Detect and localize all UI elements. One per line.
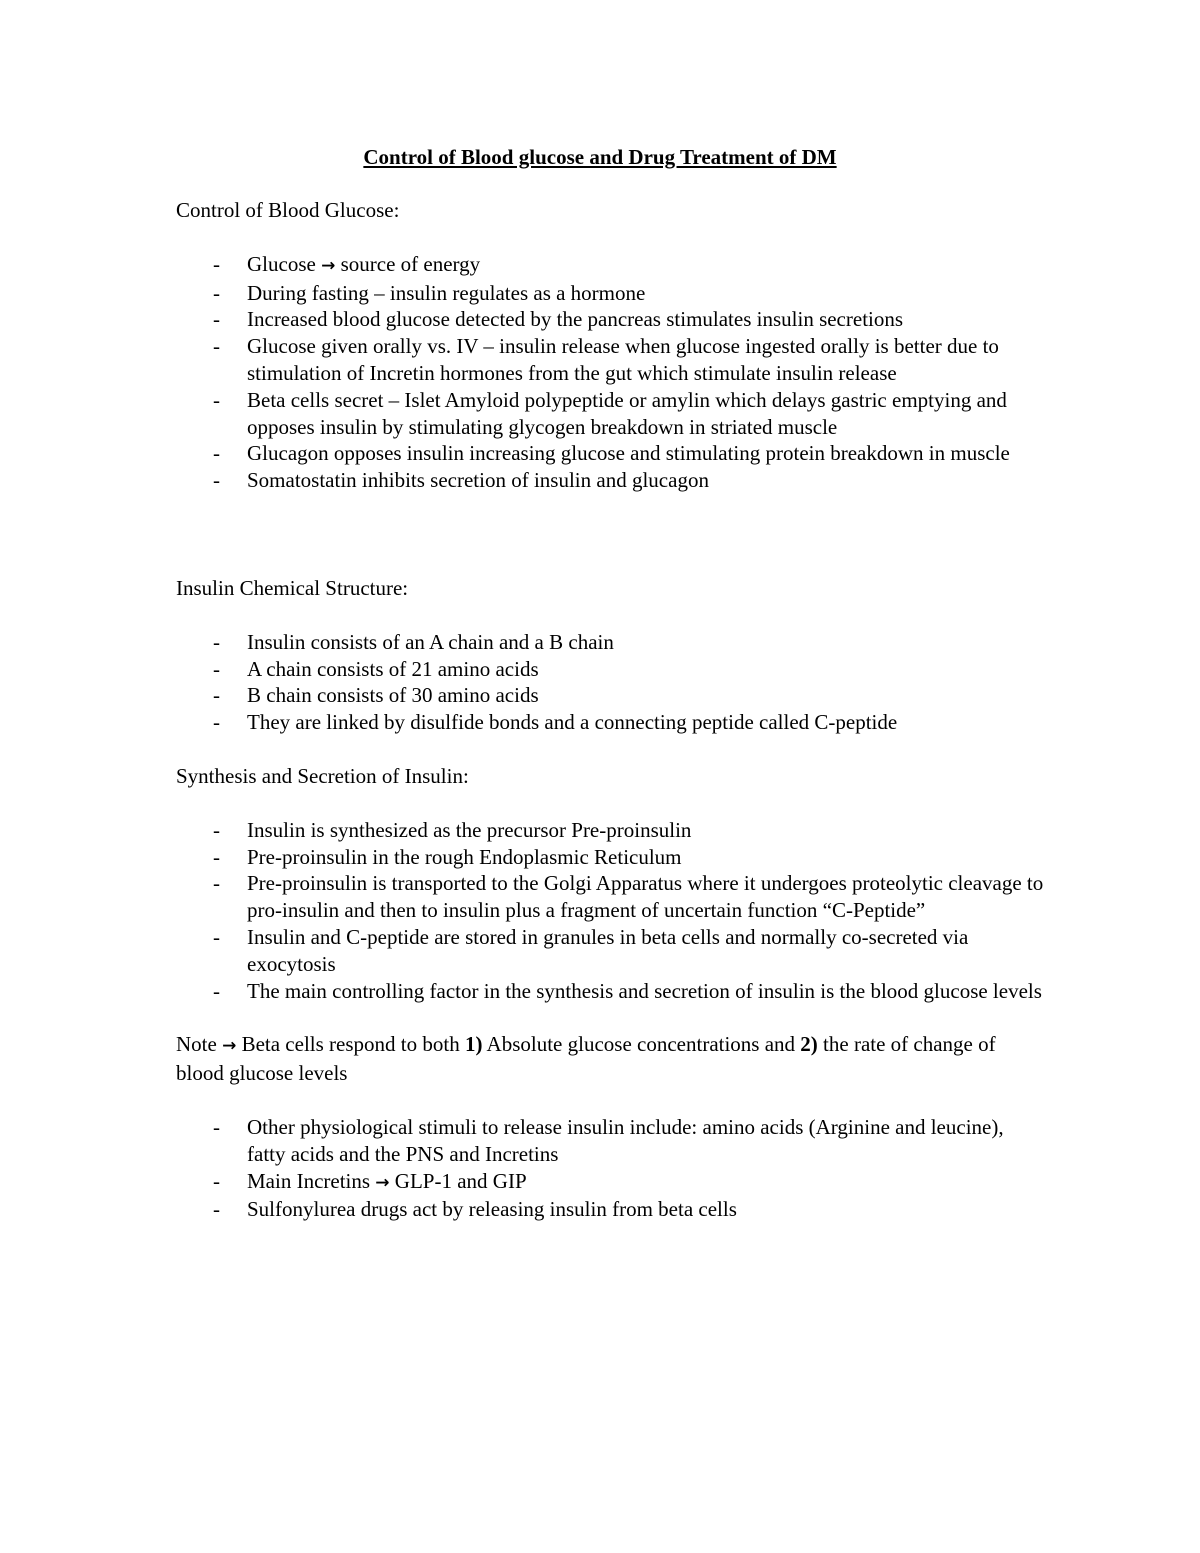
right-arrow-icon: → (375, 1172, 390, 1193)
bullet-dash: - (213, 817, 220, 842)
item-text: Insulin and C-peptide are stored in granules in beta cells and normally co-secreted via exocytosis (247, 924, 969, 976)
note-text: Absolute glucose concentrations and (486, 1032, 796, 1057)
bullet-dash: - (213, 924, 220, 949)
item-text: Insulin consists of an A chain and a B chain (247, 629, 614, 654)
list-item (176, 924, 1046, 978)
list-item (176, 709, 1046, 736)
bullet-dash: - (213, 441, 220, 466)
item-text: Increased blood glucose detected by the pancreas stimulates insulin secretions (247, 307, 904, 332)
item-text: During fasting – insulin regulates as a hormone (247, 280, 646, 305)
list-item (176, 629, 1046, 656)
list-item (176, 682, 1046, 709)
item-text: The main controlling factor in the synthesis and secretion of insulin is the blood glucose levels (247, 978, 1042, 1003)
list-item (176, 1168, 1046, 1197)
item-text: Main Incretins (247, 1168, 371, 1193)
structure-list (176, 629, 1046, 736)
bullet-dash: - (213, 387, 220, 412)
document-body (176, 197, 1046, 1250)
item-text: A chain consists of 21 amino acids (247, 656, 539, 681)
bullet-dash: - (213, 656, 220, 681)
item-text: source of energy (340, 251, 481, 276)
list-item (176, 280, 1046, 307)
bullet-dash: - (213, 334, 220, 359)
list-item (176, 870, 1046, 924)
bullet-dash: - (213, 251, 220, 276)
list-item (176, 817, 1046, 844)
bullet-dash: - (213, 978, 220, 1003)
list-item (176, 978, 1046, 1005)
list-item (176, 1114, 1046, 1168)
list-item (176, 1196, 1046, 1223)
item-text: Beta cells secret – Islet Amyloid polypeptide or amylin which delays gastric emptying and opposes insulin by stimulating glycogen breakdown in striated muscle (247, 387, 1007, 439)
bullet-dash: - (213, 683, 220, 708)
list-item (176, 387, 1046, 441)
item-text: Pre-proinsulin is transported to the Golgi Apparatus where it undergoes proteolytic cleavage to pro-insulin and then to insulin plus a fragment of uncertain function “C-Peptide” (247, 871, 1044, 923)
item-text: GLP-1 and GIP (394, 1168, 527, 1193)
item-text: Glucagon opposes insulin increasing glucose and stimulating protein breakdown in muscle (247, 441, 1010, 466)
bullet-dash: - (213, 871, 220, 896)
spacer (176, 521, 1046, 575)
document-title: Control of Blood glucose and Drug Treatment of DM (363, 145, 837, 169)
item-text: Somatostatin inhibits secretion of insulin and glucagon (247, 468, 709, 493)
item-text: Sulfonylurea drugs act by releasing insulin from beta cells (247, 1197, 737, 1222)
list-item (176, 333, 1046, 387)
item-text: Insulin is synthesized as the precursor Pre-proinsulin (247, 817, 692, 842)
note-paragraph (176, 1031, 1046, 1087)
right-arrow-icon: → (321, 255, 336, 276)
list-item (176, 440, 1046, 467)
item-text: Glucose given orally vs. IV – insulin release when glucose ingested orally is better due to stimulation of Incretin hormones from the gut which stimulate insulin release (247, 334, 999, 385)
note-number: 2) (800, 1032, 818, 1057)
bullet-dash: - (213, 1168, 220, 1193)
list-item (176, 306, 1046, 333)
item-text: Pre-proinsulin in the rough Endoplasmic Reticulum (247, 844, 682, 869)
control-list (176, 251, 1046, 494)
item-text: They are linked by disulfide bonds and a connecting peptide called C-peptide (247, 710, 898, 735)
bullet-dash: - (213, 280, 220, 305)
note-text: Beta cells respond to both (241, 1032, 460, 1057)
item-text: B chain consists of 30 amino acids (247, 683, 539, 708)
note-label: Note (176, 1032, 217, 1057)
list-item (176, 251, 1046, 280)
list-item (176, 656, 1046, 683)
bullet-dash: - (213, 307, 220, 332)
bullet-dash: - (213, 1197, 220, 1222)
bullet-dash: - (213, 629, 220, 654)
section-heading-control: Control of Blood Glucose: (176, 198, 400, 222)
list-item (176, 467, 1046, 494)
bullet-dash: - (213, 844, 220, 869)
item-text: Glucose (247, 251, 316, 276)
note-text: the rate of change of blood glucose levels (176, 1032, 996, 1086)
other-list (176, 1114, 1046, 1223)
section-heading-synthesis: Synthesis and Secretion of Insulin: (176, 763, 469, 788)
note-number: 1) (464, 1032, 483, 1057)
right-arrow-icon: → (222, 1036, 237, 1057)
item-text: Other physiological stimuli to release insulin include: amino acids (Arginine and leucine), fatty acids and the PNS and Incretins (247, 1114, 1004, 1166)
list-item (176, 844, 1046, 871)
bullet-dash: - (213, 468, 220, 493)
bullet-dash: - (213, 710, 220, 735)
synthesis-list (176, 817, 1046, 1005)
bullet-dash: - (213, 1114, 220, 1139)
section-heading-structure: Insulin Chemical Structure: (176, 575, 409, 600)
